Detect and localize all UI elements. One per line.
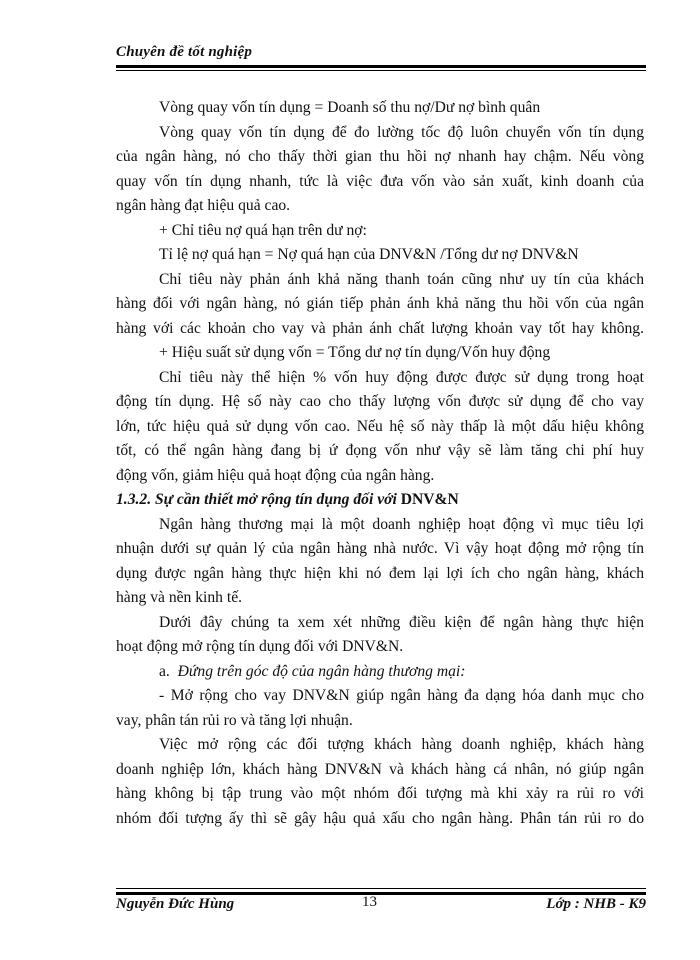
heading-text: 1.3.2. Sự cần thiết mở rộng tín dụng đối với bbox=[116, 491, 397, 508]
text-line: Tỉ lệ nợ quá hạn = Nợ quá hạn của DNV&N /Tổng dư nợ DNV&N bbox=[159, 246, 579, 263]
text-line: + Chỉ tiêu nợ quá hạn trên dư nợ: bbox=[159, 221, 367, 239]
text-line: vay, phân tán rủi ro và tăng lợi nhuận. bbox=[116, 711, 353, 729]
text-line: Vòng quay vốn tín dụng = Doanh số thu nợ/Dư nợ bình quân bbox=[159, 99, 541, 116]
document-body bbox=[116, 96, 644, 831]
page-footer bbox=[116, 888, 646, 912]
section-heading bbox=[116, 488, 644, 513]
text-line: Chỉ tiêu này phản ánh khả năng thanh toán cũng như uy tín của khách bbox=[159, 270, 644, 288]
text-line: tốt, có thể ngân hàng đang bị ứ đọng vốn như vậy sẽ làm tăng chi phí huy bbox=[116, 442, 644, 459]
text-line: ngân hàng đạt hiệu quả cao. bbox=[116, 197, 291, 214]
text-line: hàng với các khoản cho vay và phản ánh chất lượng khoản vay tốt hay không. bbox=[116, 319, 644, 337]
text-line: quay vốn tín dụng nhanh, tức là việc đưa vốn vào sản xuất, kinh doanh của bbox=[116, 172, 644, 190]
header-title: Chuyên đề tốt nghiệp bbox=[116, 44, 253, 60]
text-line: hàng và nền kinh tế. bbox=[116, 589, 243, 606]
footer-class: Lớp : NHB - K9 bbox=[546, 896, 646, 912]
text-line: Việc mở rộng các đối tượng khách hàng doanh nghiệp, khách hàng bbox=[159, 736, 644, 753]
page-header bbox=[116, 44, 646, 61]
sub-point bbox=[116, 660, 644, 685]
text-line: dụng được ngân hàng thực hiện khi nó đem lại lợi ích cho ngân hàng, khách bbox=[116, 564, 644, 582]
text-line: động vốn, giảm hiệu quả hoạt động của ngân hàng. bbox=[116, 466, 435, 484]
text-line: lớn, tức hiệu quả sử dụng vốn cao. Nếu hệ số này thấp là một dấu hiệu không bbox=[116, 417, 644, 435]
sub-point-text: Đứng trên góc độ của ngân hàng thương mại: bbox=[169, 662, 466, 680]
text-line: động tín dụng. Hệ số này cao cho thấy lượng vốn được sử dụng để cho vay bbox=[116, 393, 644, 410]
text-line: Dưới đây chúng ta xem xét những điều kiện để ngân hàng thực hiện bbox=[159, 613, 644, 631]
text-line: hàng không bị tập trung vào một nhóm đối tượng mà khi xảy ra rủi ro với bbox=[116, 785, 644, 802]
header-rule-thick bbox=[116, 65, 646, 68]
text-line: hàng đối với ngân hàng, nó gián tiếp phản ánh khả năng thu hồi vốn của ngân bbox=[116, 295, 644, 312]
heading-tail: DNV&N bbox=[396, 491, 459, 508]
text-line: + Hiệu suất sử dụng vốn = Tổng dư nợ tín dụng/Vốn huy động bbox=[159, 344, 551, 361]
text-line: Ngân hàng thương mại là một doanh nghiệp hoạt động vì mục tiêu lợi bbox=[159, 515, 644, 533]
text-line: doanh nghiệp lớn, khách hàng DNV&N và khách hàng cá nhân, nó giúp ngân bbox=[116, 760, 644, 778]
text-line: nhóm đối tượng ấy thì sẽ gây hậu quả xấu cho ngân hàng. Phân tán rủi ro do bbox=[116, 809, 644, 827]
sub-point-marker: a. bbox=[159, 662, 170, 680]
text-line: - Mở rộng cho vay DNV&N giúp ngân hàng đa dạng hóa danh mục cho bbox=[159, 687, 644, 704]
text-line: hoạt động mở rộng tín dụng đối với DNV&N. bbox=[116, 638, 404, 655]
text-line: nhuận dưới sự quản lý của ngân hàng nhà nước. Vì vậy hoạt động mở rộng tín bbox=[116, 540, 644, 557]
text-line: của ngân hàng, nó cho thấy thời gian thu hồi nợ nhanh hay chậm. Nếu vòng bbox=[116, 148, 644, 165]
text-line: Vòng quay vốn tín dụng để đo lường tốc độ luôn chuyển vốn tín dụng bbox=[159, 123, 644, 141]
text-line: Chỉ tiêu này thể hiện % vốn huy động được được sử dụng trong hoạt bbox=[159, 368, 644, 386]
footer-author: Nguyễn Đức Hùng bbox=[116, 896, 235, 912]
page-number: 13 bbox=[362, 894, 377, 910]
header-rule-thin bbox=[116, 70, 646, 71]
